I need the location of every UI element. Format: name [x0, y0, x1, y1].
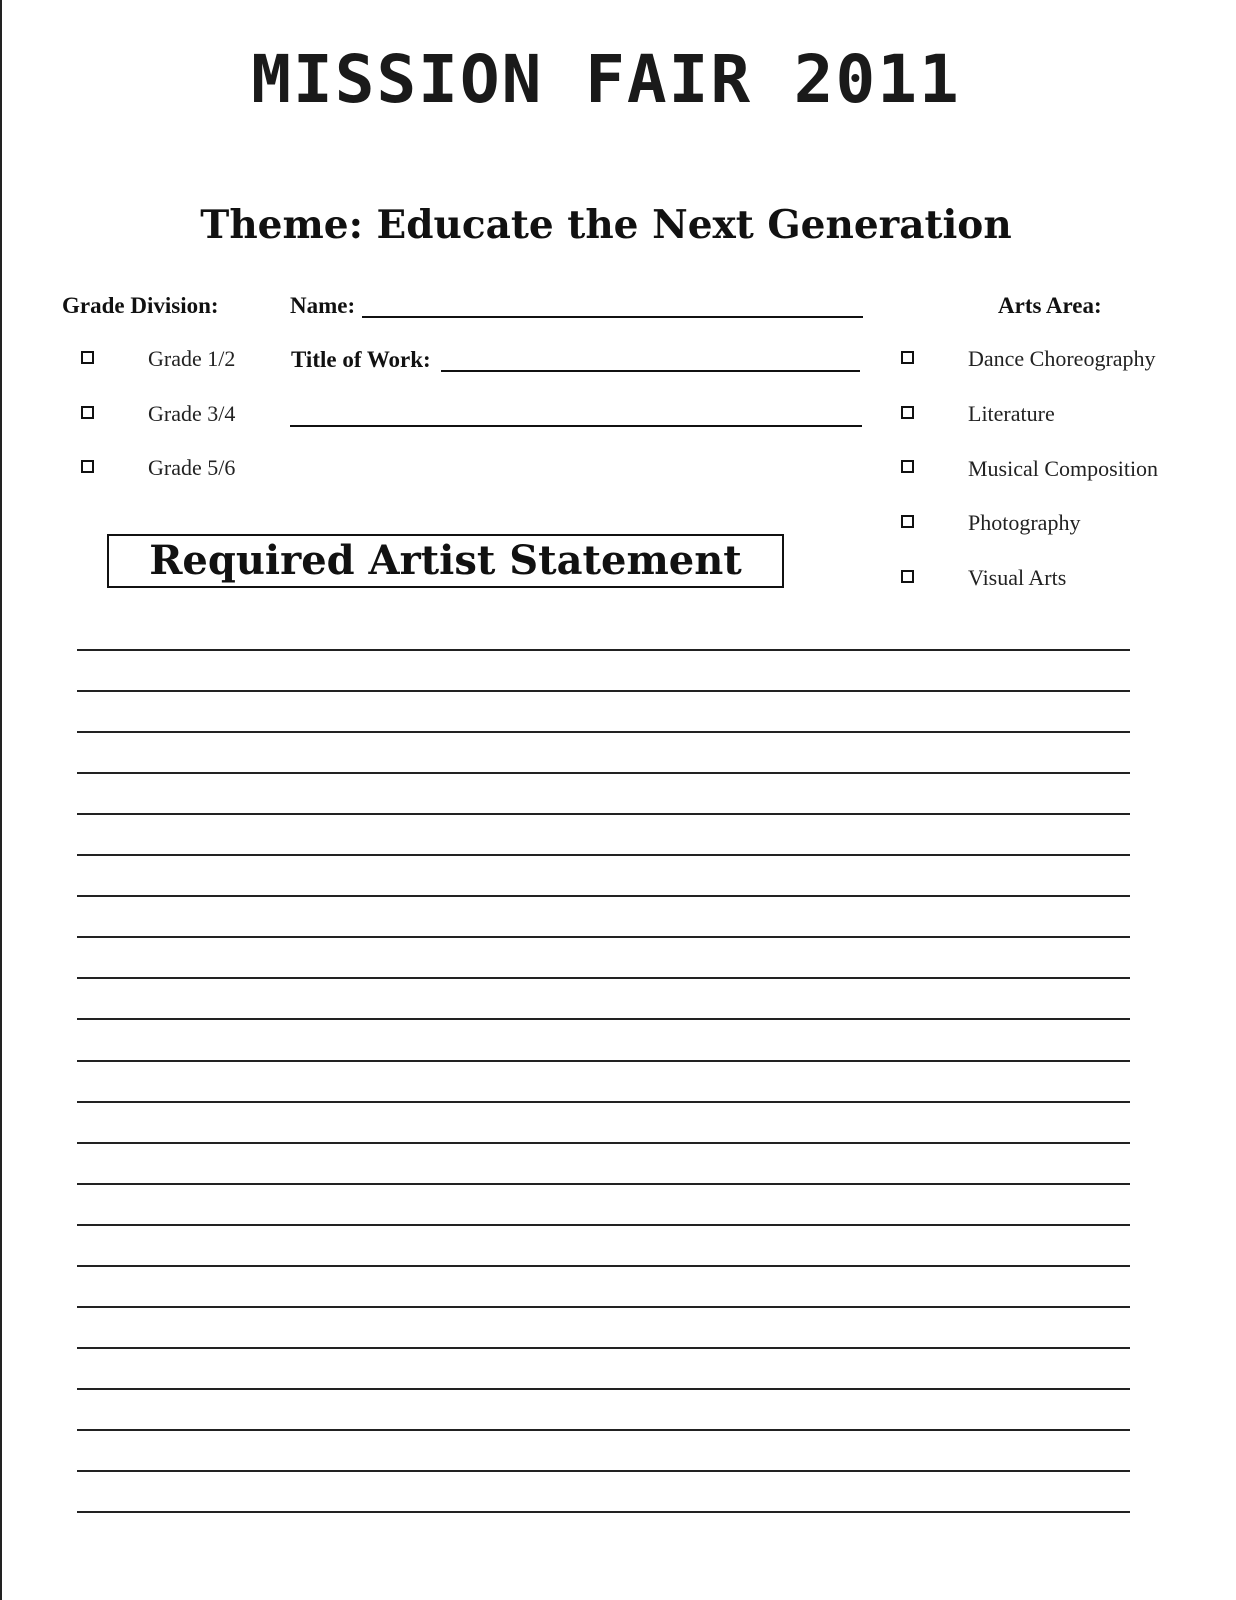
writing-line[interactable] — [77, 1224, 1130, 1226]
writing-line[interactable] — [77, 1511, 1130, 1513]
dance-choreography-checkbox[interactable] — [901, 351, 914, 364]
visual-arts-checkbox[interactable] — [901, 570, 914, 583]
grade-3-4-checkbox[interactable] — [81, 406, 94, 419]
writing-line[interactable] — [77, 1183, 1130, 1185]
grade-3-4-label: Grade 3/4 — [148, 401, 236, 426]
writing-line[interactable] — [77, 854, 1130, 856]
literature-checkbox[interactable] — [901, 406, 914, 419]
writing-line[interactable] — [77, 1388, 1130, 1390]
name-field[interactable] — [362, 316, 863, 318]
arts-area-heading: Arts Area: — [998, 293, 1102, 318]
literature-label: Literature — [968, 401, 1055, 426]
name-label: Name: — [290, 293, 356, 318]
writing-line[interactable] — [77, 1060, 1130, 1062]
title-of-work-field-line-2[interactable] — [290, 425, 862, 427]
title-of-work-field[interactable] — [441, 370, 860, 372]
writing-line[interactable] — [77, 1470, 1130, 1472]
grade-5-6-label: Grade 5/6 — [148, 455, 236, 480]
musical-composition-label: Musical Composition — [968, 456, 1159, 481]
writing-line[interactable] — [77, 1306, 1130, 1308]
dance-choreography-label: Dance Choreography — [968, 346, 1156, 371]
grade-division-heading: Grade Division: — [62, 293, 219, 318]
writing-line[interactable] — [77, 649, 1130, 651]
writing-line[interactable] — [77, 1429, 1130, 1431]
writing-line[interactable] — [77, 772, 1130, 774]
writing-line[interactable] — [77, 1018, 1130, 1020]
grade-1-2-checkbox[interactable] — [81, 351, 94, 364]
writing-line[interactable] — [77, 731, 1130, 733]
writing-line[interactable] — [77, 895, 1130, 897]
photography-checkbox[interactable] — [901, 515, 914, 528]
writing-line[interactable] — [77, 936, 1130, 938]
artist-statement-heading: Required Artist Statement — [149, 537, 742, 584]
writing-line[interactable] — [77, 813, 1130, 815]
writing-line[interactable] — [77, 1101, 1130, 1103]
writing-line[interactable] — [77, 1347, 1130, 1349]
grade-5-6-checkbox[interactable] — [81, 460, 94, 473]
artist-statement-box — [107, 534, 784, 588]
writing-line[interactable] — [77, 1142, 1130, 1144]
writing-line[interactable] — [77, 977, 1130, 979]
writing-line[interactable] — [77, 1265, 1130, 1267]
writing-line[interactable] — [77, 690, 1130, 692]
theme-heading: Theme: Educate the Next Generation — [200, 202, 1012, 248]
page-title: MISSION FAIR 2011 — [251, 41, 961, 118]
photography-label: Photography — [968, 510, 1081, 535]
title-of-work-label: Title of Work: — [291, 347, 431, 372]
musical-composition-checkbox[interactable] — [901, 460, 914, 473]
visual-arts-label: Visual Arts — [968, 565, 1067, 590]
grade-1-2-label: Grade 1/2 — [148, 346, 236, 371]
